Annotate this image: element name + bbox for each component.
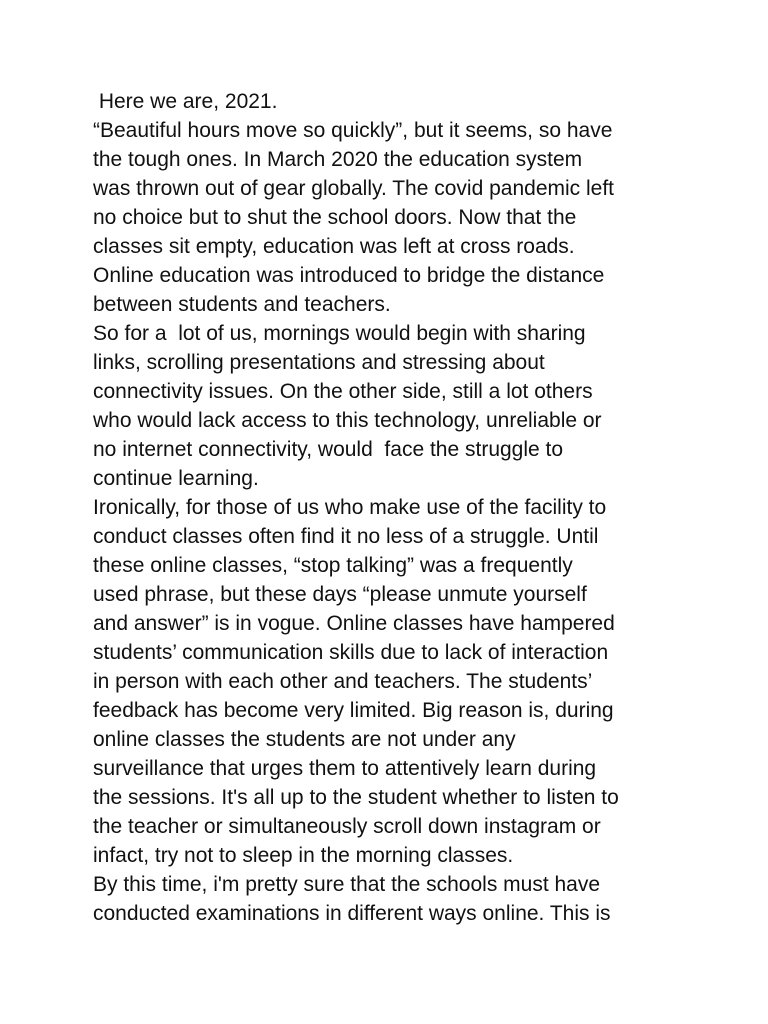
text-line: continue learning. bbox=[93, 467, 259, 490]
text-line: surveillance that urges them to attentively learn during bbox=[93, 757, 597, 780]
text-line: infact, try not to sleep in the morning classes. bbox=[93, 844, 514, 867]
text-line: the sessions. It's all up to the student whether to listen to bbox=[93, 786, 619, 809]
text-line: Ironically, for those of us who make use of the facility to bbox=[93, 496, 607, 519]
text-line: the teacher or simultaneously scroll down instagram or bbox=[93, 815, 601, 838]
text-line: By this time, i'm pretty sure that the schools must have bbox=[93, 873, 601, 896]
text-line: feedback has become very limited. Big reason is, during bbox=[93, 699, 614, 722]
text-line: conducted examinations in different ways online. This is bbox=[93, 902, 611, 925]
text-line: no choice but to shut the school doors. Now that the bbox=[93, 206, 577, 229]
text-line: was thrown out of gear globally. The covid pandemic left bbox=[93, 177, 615, 200]
text-line: between students and teachers. bbox=[93, 293, 391, 316]
text-line: who would lack access to this technology, unreliable or bbox=[93, 409, 602, 432]
text-line: in person with each other and teachers. The students’ bbox=[93, 670, 593, 693]
text-line: classes sit empty, education was left at cross roads. bbox=[93, 235, 575, 258]
text-line: used phrase, but these days “please unmute yourself bbox=[93, 583, 587, 606]
text-line: students’ communication skills due to lack of interaction bbox=[93, 641, 609, 664]
text-line: links, scrolling presentations and stressing about bbox=[93, 351, 545, 374]
text-line: So for a lot of us, mornings would begin with sharing bbox=[93, 322, 586, 345]
text-line: conduct classes often find it no less of a struggle. Until bbox=[93, 525, 599, 548]
text-line: Online education was introduced to bridge the distance bbox=[93, 264, 605, 287]
text-line: online classes the students are not under any bbox=[93, 728, 516, 751]
text-line: “Beautiful hours move so quickly”, but it seems, so have bbox=[93, 119, 613, 142]
text-line: these online classes, “stop talking” was a frequently bbox=[93, 554, 573, 577]
text-line: connectivity issues. On the other side, still a lot others bbox=[93, 380, 593, 403]
text-line: and answer” is in vogue. Online classes have hampered bbox=[93, 612, 615, 635]
document-body-text bbox=[93, 87, 693, 928]
text-line: no internet connectivity, would face the struggle to bbox=[93, 438, 564, 461]
text-line: the tough ones. In March 2020 the education system bbox=[93, 148, 583, 171]
text-line: Here we are, 2021. bbox=[93, 90, 278, 113]
